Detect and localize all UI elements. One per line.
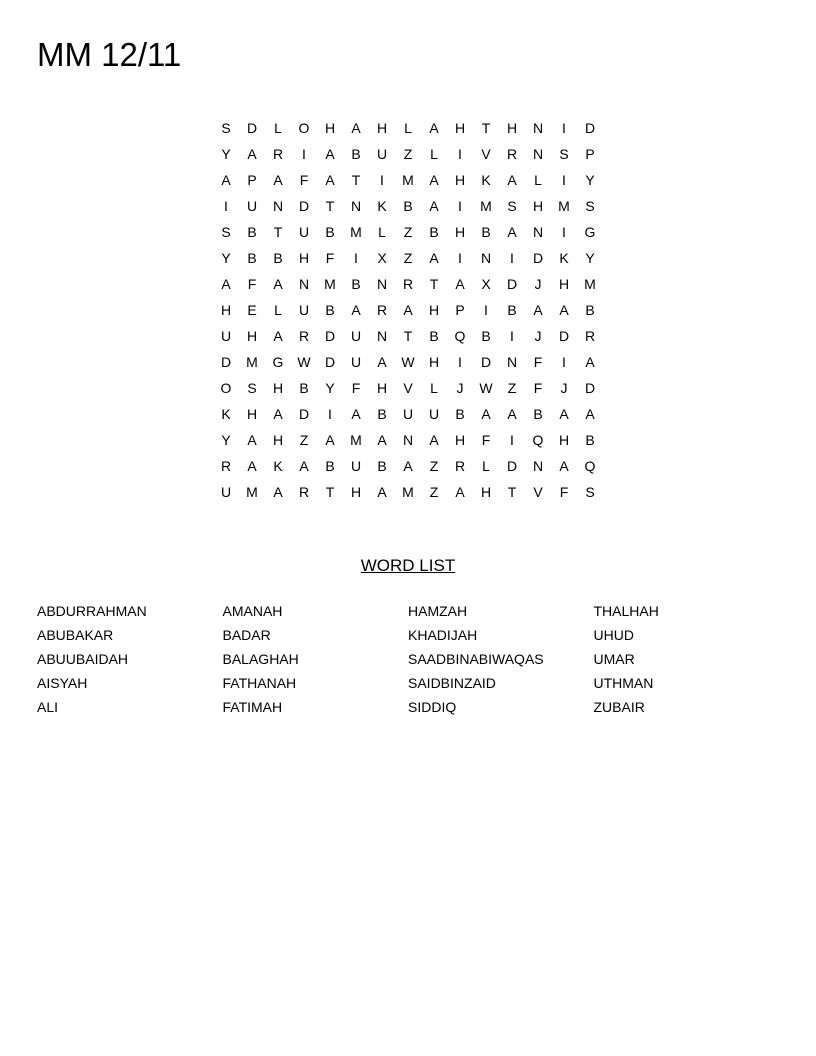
word-list-item: AMANAH [222,603,283,619]
grid-letter: M [584,276,596,292]
grid-letter: W [479,380,493,396]
grid-letter: N [480,250,492,266]
grid-letter: A [507,172,517,188]
word-list-column [408,599,594,719]
grid-letter: A [247,146,257,162]
grid-letter: A [325,172,335,188]
grid-letter: T [507,484,517,500]
grid-letter: M [246,484,258,500]
grid-letter: J [456,380,464,396]
grid-letter: Z [429,484,439,500]
grid-letter: R [584,328,596,344]
grid-letter: R [506,146,518,162]
grid-letter: L [430,380,438,396]
grid-row [213,297,603,323]
grid-letter: B [481,328,491,344]
grid-letter: H [272,380,284,396]
word-list-item: HAMZAH [408,603,468,619]
grid-letter: M [350,224,362,240]
grid-letter: F [299,172,309,188]
grid-letter: A [351,406,361,422]
grid-letter: H [298,250,310,266]
grid-letter: Q [454,328,466,344]
grid-letter: D [324,354,336,370]
grid-letter: K [221,406,231,422]
grid-letter: N [376,276,388,292]
grid-letter: X [377,250,387,266]
grid-letter: H [428,302,440,318]
grid-letter: B [481,224,491,240]
grid-letter: D [246,120,258,136]
grid-letter: M [246,354,258,370]
grid-letter: J [560,380,568,396]
grid-letter: B [299,380,309,396]
grid-letter: H [324,120,336,136]
grid-letter: A [351,120,361,136]
grid-row [213,453,603,479]
grid-letter: B [377,458,387,474]
grid-letter: I [562,120,566,136]
grid-letter: I [302,146,306,162]
grid-letter: V [533,484,543,500]
word-list-item: BADAR [222,627,271,643]
grid-letter: A [481,406,491,422]
grid-letter: R [454,458,466,474]
grid-letter: M [402,484,414,500]
grid-row [213,167,603,193]
grid-letter: U [298,302,310,318]
grid-letter: H [454,120,466,136]
grid-letter: A [247,432,257,448]
word-list-item: SIDDIQ [408,699,457,715]
grid-letter: W [297,354,311,370]
grid-letter: D [558,328,570,344]
grid-letter: Y [221,250,231,266]
grid-letter: U [350,458,362,474]
grid-letter: M [324,276,336,292]
grid-letter: A [429,432,439,448]
grid-letter: Y [585,172,595,188]
grid-letter: L [430,146,438,162]
grid-letter: B [429,224,439,240]
grid-letter: H [376,120,388,136]
grid-letter: I [562,224,566,240]
grid-letter: B [585,302,595,318]
grid-letter: M [558,198,570,214]
grid-letter: F [559,484,569,500]
grid-letter: B [429,328,439,344]
word-list [37,599,779,719]
grid-letter: K [559,250,569,266]
grid-letter: J [534,276,542,292]
word-list-item: UHUD [593,627,634,643]
word-list-heading: WORD LIST [360,556,456,575]
grid-letter: B [351,276,361,292]
grid-letter: R [402,276,414,292]
grid-letter: H [272,432,284,448]
grid-letter: A [377,484,387,500]
grid-letter: A [559,406,569,422]
word-list-item: FATIMAH [222,699,283,715]
grid-letter: L [534,172,542,188]
word-list-item: ABDURRAHMAN [37,603,147,619]
grid-letter: L [482,458,490,474]
word-list-item: KHADIJAH [408,627,478,643]
grid-letter: I [354,250,358,266]
grid-letter: F [533,380,543,396]
grid-letter: P [247,172,257,188]
grid-letter: H [376,380,388,396]
grid-letter: U [220,484,232,500]
grid-letter: B [273,250,283,266]
grid-letter: D [480,354,492,370]
grid-letter: I [458,198,462,214]
grid-letter: Y [221,146,231,162]
grid-letter: Y [325,380,335,396]
word-list-item: UTHMAN [593,675,654,691]
grid-letter: S [221,224,231,240]
grid-letter: F [533,354,543,370]
page-title: MM 12/11 [37,36,182,73]
grid-row [213,375,603,401]
grid-letter: I [328,406,332,422]
word-list-column [594,599,780,719]
grid-letter: B [247,224,257,240]
grid-letter: B [403,198,413,214]
grid-letter: H [454,172,466,188]
grid-letter: Y [221,432,231,448]
grid-letter: D [506,276,518,292]
grid-letter: H [220,302,232,318]
grid-letter: N [532,146,544,162]
word-list-item: THALHAH [593,603,659,619]
grid-letter: U [246,198,258,214]
grid-letter: Z [403,224,413,240]
grid-letter: F [351,380,361,396]
grid-letter: Z [507,380,517,396]
grid-letter: B [585,432,595,448]
grid-row [213,323,603,349]
grid-letter: S [585,484,595,500]
grid-letter: H [558,432,570,448]
word-list-item: ALI [37,699,59,715]
grid-letter: Z [403,146,413,162]
grid-letter: A [507,406,517,422]
grid-letter: I [510,432,514,448]
grid-letter: D [506,458,518,474]
grid-letter: A [403,302,413,318]
grid-letter: A [273,484,283,500]
grid-letter: H [350,484,362,500]
grid-letter: R [220,458,232,474]
word-list-item: SAIDBINZAID [408,675,496,691]
grid-letter: K [481,172,491,188]
grid-letter: I [380,172,384,188]
grid-letter: N [272,198,284,214]
grid-letter: A [247,458,257,474]
grid-letter: N [402,432,414,448]
grid-letter: S [559,146,569,162]
grid-letter: H [532,198,544,214]
grid-letter: U [376,146,388,162]
grid-letter: H [454,432,466,448]
word-list-item: FATHANAH [222,675,297,691]
grid-letter: D [532,250,544,266]
grid-row [213,115,603,141]
grid-letter: Y [585,250,595,266]
grid-letter: A [559,302,569,318]
grid-letter: D [220,354,232,370]
grid-letter: Z [403,250,413,266]
grid-letter: L [274,302,282,318]
grid-letter: S [221,120,231,136]
grid-letter: S [507,198,517,214]
grid-letter: B [455,406,465,422]
grid-letter: I [458,146,462,162]
grid-row [213,401,603,427]
grid-letter: V [403,380,413,396]
word-list-item: BALAGHAH [222,651,299,667]
grid-letter: P [585,146,595,162]
grid-letter: H [506,120,518,136]
grid-letter: A [403,458,413,474]
grid-letter: R [272,146,284,162]
grid-letter: B [351,146,361,162]
word-list-item: ZUBAIR [593,699,645,715]
grid-letter: A [325,432,335,448]
grid-letter: A [429,172,439,188]
word-list-item: ABUUBAIDAH [37,651,129,667]
grid-letter: R [298,484,310,500]
grid-letter: A [429,250,439,266]
grid-letter: U [350,328,362,344]
grid-row [213,219,603,245]
grid-letter: B [247,250,257,266]
grid-letter: H [246,328,258,344]
grid-letter: V [481,146,491,162]
grid-letter: D [324,328,336,344]
grid-letter: A [455,276,465,292]
grid-letter: L [378,224,386,240]
grid-letter: K [377,198,387,214]
grid-letter: T [351,172,361,188]
word-list-item: ABUBAKAR [37,627,114,643]
grid-letter: U [402,406,414,422]
grid-letter: A [429,198,439,214]
grid-letter: D [584,120,596,136]
grid-letter: D [298,198,310,214]
grid-row [213,193,603,219]
grid-letter: H [558,276,570,292]
grid-letter: I [458,250,462,266]
grid-letter: I [510,328,514,344]
grid-row [213,141,603,167]
grid-letter: U [350,354,362,370]
grid-letter: U [220,328,232,344]
grid-letter: K [273,458,283,474]
grid-letter: I [484,302,488,318]
grid-letter: X [481,276,491,292]
grid-letter: T [481,120,491,136]
grid-letter: T [403,328,413,344]
grid-letter: N [532,224,544,240]
grid-letter: N [506,354,518,370]
grid-letter: B [533,406,543,422]
grid-letter: F [325,250,335,266]
word-list-column [37,599,223,719]
grid-letter: I [458,354,462,370]
grid-letter: H [246,406,258,422]
grid-row [213,479,603,505]
grid-letter: B [377,406,387,422]
grid-letter: I [562,172,566,188]
grid-letter: A [455,484,465,500]
grid-letter: H [480,484,492,500]
grid-letter: G [584,224,596,240]
word-list-column [223,599,409,719]
grid-letter: G [272,354,284,370]
grid-letter: M [480,198,492,214]
grid-letter: N [350,198,362,214]
grid-letter: T [429,276,439,292]
grid-letter: A [507,224,517,240]
grid-letter: B [325,302,335,318]
grid-letter: U [428,406,440,422]
grid-letter: I [510,250,514,266]
grid-letter: A [377,354,387,370]
grid-letter: F [247,276,257,292]
grid-letter: T [325,198,335,214]
grid-letter: A [221,276,231,292]
grid-letter: N [298,276,310,292]
grid-letter: W [401,354,415,370]
grid-letter: Z [429,458,439,474]
grid-letter: A [273,172,283,188]
grid-letter: O [298,120,310,136]
grid-letter: A [559,458,569,474]
grid-letter: I [224,198,228,214]
grid-letter: Z [299,432,309,448]
grid-letter: P [455,302,465,318]
grid-row [213,427,603,453]
grid-letter: F [481,432,491,448]
grid-letter: H [454,224,466,240]
grid-letter: A [273,328,283,344]
word-list-item: UMAR [593,651,635,667]
grid-letter: A [351,302,361,318]
grid-letter: N [532,458,544,474]
grid-letter: J [534,328,542,344]
grid-letter: A [221,172,231,188]
grid-letter: N [376,328,388,344]
grid-letter: T [273,224,283,240]
grid-letter: E [247,302,257,318]
grid-row [213,271,603,297]
grid-letter: L [404,120,412,136]
grid-letter: R [376,302,388,318]
grid-letter: A [377,432,387,448]
grid-letter: R [298,328,310,344]
grid-letter: U [298,224,310,240]
grid-letter: L [274,120,282,136]
word-list-item: AISYAH [37,675,88,691]
grid-letter: A [585,354,595,370]
grid-letter: M [402,172,414,188]
grid-letter: A [429,120,439,136]
grid-letter: S [585,198,595,214]
grid-letter: A [273,276,283,292]
grid-letter: A [273,406,283,422]
grid-letter: Q [584,458,596,474]
grid-letter: S [247,380,257,396]
grid-letter: Q [532,432,544,448]
grid-letter: T [325,484,335,500]
grid-letter: B [325,458,335,474]
grid-letter: I [562,354,566,370]
grid-letter: A [299,458,309,474]
grid-letter: A [325,146,335,162]
grid-letter: D [584,380,596,396]
grid-letter: B [325,224,335,240]
word-list-item: SAADBINABIWAQAS [408,651,544,667]
grid-letter: N [532,120,544,136]
word-search-grid [213,115,603,505]
grid-letter: A [585,406,595,422]
grid-row [213,349,603,375]
grid-letter: B [507,302,517,318]
grid-letter: M [350,432,362,448]
grid-letter: O [220,380,232,396]
grid-letter: D [298,406,310,422]
grid-letter: H [428,354,440,370]
grid-row [213,245,603,271]
grid-letter: A [533,302,543,318]
